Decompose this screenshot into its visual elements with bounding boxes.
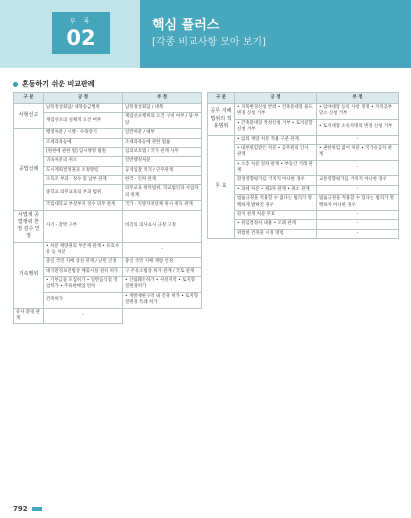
cell-confirm: [원천에 관한 법] 임시행정 법원 [44, 147, 123, 156]
appendix-badge [52, 12, 110, 54]
table-header-row [208, 93, 399, 104]
cell-confirm: • 내부위임받은 처분 • 공무원의 인사 관계 [235, 144, 317, 160]
cell-confirm: 계엄선포의 실체적 요건 여부 [44, 113, 123, 129]
cell-deny: 조세과목등에 관한 법률 [123, 138, 202, 147]
section-title: 혼동하기 쉬운 비교판례 [22, 80, 95, 88]
table-row [208, 135, 399, 144]
cell-confirm: • 취임결정서 내용 • 조례 관계 [235, 220, 317, 229]
cell-deny: 중일 국민 지배 재량 인정 [123, 258, 202, 267]
cell-deny: • 토지대장 소유자명의 변경 신청 거부 [317, 119, 399, 135]
table-row [208, 229, 399, 238]
cell-deny: - [44, 308, 123, 324]
cell-confirm: 위법한 건축물 시정 명령 [235, 229, 317, 238]
cell-confirm: 환지 관계 처분 무효 [235, 210, 317, 219]
page-number: 792 [13, 505, 28, 513]
header-deny: 부 정 [123, 93, 202, 104]
row-category: 사형선고 [14, 104, 44, 129]
cell-confirm: • 임의 재량 처분 적용 구분 관계 [235, 135, 317, 144]
cell-confirm: 사기 · 강박 구부 [44, 210, 123, 242]
cell-deny: • 임야대장 등록 사항 정정 • 지적공부 말소 신청 거부 [317, 104, 399, 120]
cell-deny: 구 주유소법상 허가 관계 / 국토 관계 [123, 267, 202, 276]
header-confirm: 긍 정 [235, 93, 317, 104]
cell-confirm: 남북정상회담/ 대북송금행위 [44, 104, 123, 113]
cell-deny: 비진의 의사표시 규정 고정 [123, 210, 202, 242]
cell-deny: 일반처분 / 대부 [123, 129, 202, 138]
cell-confirm: 환경영향평가를 거치지 아니한 경우 [235, 176, 317, 185]
cell-confirm: 중학교 의무교육의 부과 범위 [44, 185, 123, 201]
header-category: 구 분 [208, 93, 235, 104]
table-row [208, 144, 399, 160]
cell-deny: - [317, 229, 399, 238]
comparison-table-left [13, 92, 202, 324]
page-header [0, 0, 411, 68]
table-header-row [14, 93, 202, 104]
cell-confirm: • 건축물대장 작성신청 거부 • 토지분할신청 거부 [235, 119, 317, 135]
table-row [208, 195, 399, 211]
table-row [208, 185, 399, 194]
row-category: 기속행위 [14, 242, 44, 308]
cell-confirm: • 처분 재량권의 부존재 관계 • 유효사유 등 처분 [44, 242, 123, 258]
section-heading [13, 79, 95, 89]
header-title-band [140, 0, 411, 68]
cell-confirm: • 소송 처분 절차 관계 • 부동산 거래 관계 [235, 160, 317, 176]
appendix-label: 부 록 [69, 18, 93, 25]
page-subtitle: [각종 비교사항 모아 보기] [152, 37, 266, 48]
page-footer [13, 505, 42, 513]
cell-deny: 의무교육 위탁범위, 학교법인과 사업자의 관계 [123, 185, 202, 201]
cell-confirm: • 과세 처분 • 제3자 관계 • 취소 관계 [235, 185, 317, 194]
cell-deny: 임의보호법 / 국가 관계 사무 [123, 147, 202, 156]
cell-confirm: • 기부금품 모집허가 • 일반음식점 영업허가 • 주류판매업 면허 [44, 277, 123, 293]
cell-confirm: 소득조 부과 · 정수 및 납부 관계 [44, 176, 123, 185]
comparison-table-right [207, 92, 399, 239]
table-row [208, 119, 399, 135]
footer-accent-bar [32, 507, 42, 511]
row-category: 사법계 공법행위 한정 검수 인정 [14, 210, 44, 242]
cell-deny: - [123, 242, 202, 258]
cell-deny: - [317, 220, 399, 229]
table-row [14, 308, 202, 324]
cell-confirm: • 지목변경신청 반려 • 건축물대장 용도변경 신청 거부 [235, 104, 317, 120]
cell-deny: • 산림훼손허가 • 사설지역 • 토지형질변경허가 [123, 277, 202, 293]
cell-deny: 한국 · 인허 관계 [123, 176, 202, 185]
cell-confirm: 유사 환경 관계 [14, 308, 44, 324]
cell-deny: 법률규정을 적용할 수 있다는 법리가 명백하지 아니한 경우 [317, 195, 399, 211]
header-deny: 부 정 [317, 93, 399, 104]
header-confirm: 긍 정 [44, 93, 123, 104]
cell-deny: 남북정상회담 / 대북 [123, 104, 202, 113]
cell-deny: • 권한위임 없이 처분 • 국가유공자 관계 [317, 144, 399, 160]
cell-confirm: 도시계획결정권과 조정명령 [44, 166, 123, 175]
table-row [14, 104, 202, 113]
cell-confirm: 행정처분 / 시행 · 수목장기 [44, 129, 123, 138]
cell-deny: • 개발제한구역 내 건축 허가 • 토지형질변경 특례 허가 [123, 292, 202, 308]
row-category: 공법선례 [14, 129, 44, 210]
table-row [208, 104, 399, 120]
row-category: 무 효 [208, 135, 235, 239]
cell-deny: 계엄선포행위의 요건 구비 여부 / 당·부당 [123, 113, 202, 129]
page-title: 핵심 플러스 [152, 18, 220, 33]
table-row [208, 176, 399, 185]
cell-confirm: 건축허가 [44, 292, 123, 308]
row-category: 공무 지해법위의 적용범위 [208, 104, 235, 136]
cell-deny: 일반행정처분 [123, 157, 202, 166]
table-row [14, 129, 202, 138]
cell-confirm: 대기환경보전법상 배출시설 설치 허가 [44, 267, 123, 276]
cell-confirm: 중일 국민 지배 상실 관계 / 난민 인정 [44, 258, 123, 267]
cell-confirm: 국립대학교 부설부지 징수 의무 관계 [44, 201, 123, 210]
cell-deny: 국가 · 지방자치단체 원시 취득 관계 [123, 201, 202, 210]
table-row [208, 220, 399, 229]
header-category: 구 분 [14, 93, 44, 104]
table-row [14, 242, 202, 258]
cell-deny: 공개입찰 적격 / 근무관계 [123, 166, 202, 175]
bullet-icon [13, 82, 18, 87]
table-row [208, 210, 399, 219]
cell-confirm: 법률규정을 적용할 수 없다는 법리가 명백하게 밝혀진 경우 [235, 195, 317, 211]
cell-deny: - [317, 210, 399, 219]
table-row [208, 160, 399, 176]
cell-deny: - [317, 185, 399, 194]
cell-confirm: 조세과목등에 [44, 138, 123, 147]
cell-deny: - [317, 135, 399, 144]
cell-deny: 교통영향평가를 거치지 아니한 경우 [317, 176, 399, 185]
table-row [14, 210, 202, 242]
cell-deny: - [317, 160, 399, 176]
cell-confirm: 귀속처분의 취소 [44, 157, 123, 166]
appendix-number: 02 [66, 26, 96, 50]
